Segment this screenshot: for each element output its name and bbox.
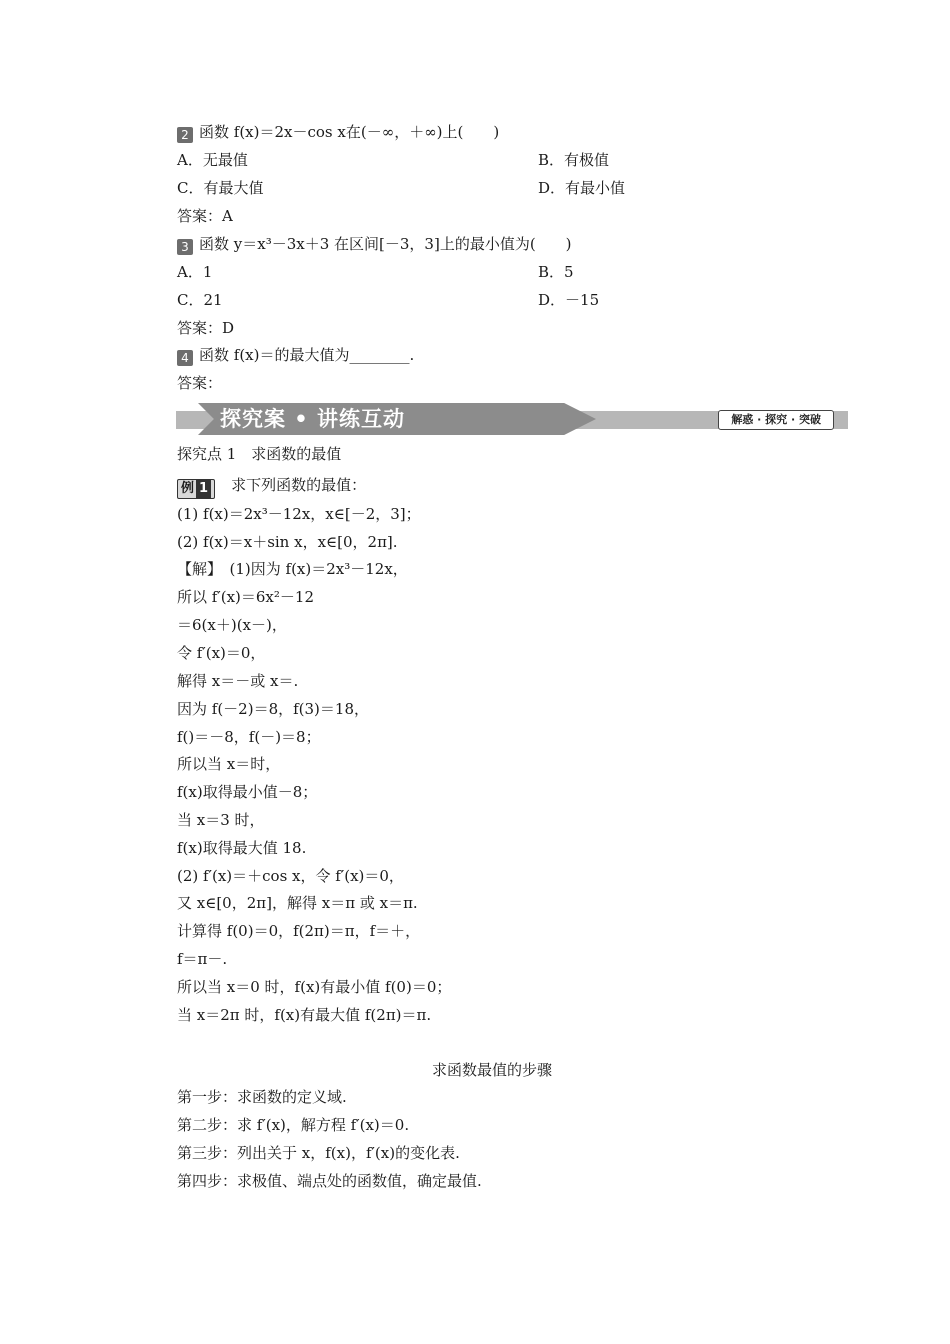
- example-prompt: 求下列函数的最值：: [231, 476, 367, 494]
- option-c: C．有最大值: [177, 179, 264, 197]
- question-number-badge: 3: [177, 239, 193, 255]
- example-badge: [177, 479, 215, 499]
- question-4-stem: [177, 345, 414, 366]
- solution-line: 计算得 f(0)＝0，f(2π)＝π，f＝＋，: [177, 922, 421, 940]
- solution-line: f(x)取得最大值 18.: [177, 839, 307, 857]
- solution-line: f(x)取得最小值－8；: [177, 783, 318, 801]
- solution-line: 令 f′(x)＝0，: [177, 644, 266, 662]
- example-label: 例: [181, 481, 195, 496]
- banner-title: 探究案 • 讲练互动: [220, 407, 406, 431]
- summary-step: 第四步：求极值、端点处的函数值，确定最值.: [177, 1172, 482, 1190]
- solution-line: 所以当 x＝0 时，f(x)有最小值 f(0)＝0；: [177, 978, 452, 996]
- summary-step: 第一步：求函数的定义域.: [177, 1088, 347, 1106]
- option-b: B．5: [538, 263, 574, 281]
- question-2-answer: 答案：A: [177, 207, 233, 225]
- question-4-answer: 答案：: [177, 374, 223, 392]
- question-2-stem: [177, 122, 499, 143]
- solution-line: 又 x∈[0，2π]，解得 x＝π 或 x＝π.: [177, 894, 418, 912]
- question-number-badge: 4: [177, 350, 193, 366]
- solution-line: (2) f(x)＝x＋sin x，x∈[0，2π].: [177, 533, 398, 551]
- solution-line: 【解】 (1)因为 f(x)＝2x³－12x，: [177, 560, 408, 578]
- solution-line: ＝6(x＋)(x－)，: [177, 616, 287, 634]
- solution-line: (2) f′(x)＝＋cos x，令 f′(x)＝0，: [177, 867, 404, 885]
- solution-line: 所以 f′(x)＝6x²－12: [177, 588, 314, 606]
- section-heading: 探究点 1 求函数的最值: [177, 445, 342, 463]
- option-a: A．1: [177, 263, 213, 281]
- question-text: 函数 f(x)＝的最大值为________.: [199, 346, 415, 364]
- question-number-badge: 2: [177, 127, 193, 143]
- solution-line: 当 x＝3 时，: [177, 811, 265, 829]
- option-c: C．21: [177, 291, 223, 309]
- question-3-answer: 答案：D: [177, 319, 235, 337]
- question-3-stem: [177, 234, 572, 255]
- option-a: A．无最值: [177, 151, 248, 169]
- question-text: 函数 y＝x³－3x＋3 在区间[－3，3]上的最小值为( ): [199, 235, 572, 253]
- solution-line: f＝π－.: [177, 950, 228, 968]
- solution-line: 解得 x＝－或 x＝.: [177, 672, 299, 690]
- summary-step: 第二步：求 f′(x)，解方程 f′(x)＝0.: [177, 1116, 410, 1134]
- question-text: 函数 f(x)＝2x－cos x在(－∞，＋∞)上( ): [199, 123, 500, 141]
- solution-line: f()＝－8，f(－)＝8；: [177, 728, 321, 746]
- summary-step: 第三步：列出关于 x，f(x)，f′(x)的变化表.: [177, 1144, 460, 1162]
- summary-title: 求函数最值的步骤: [431, 1061, 552, 1079]
- solution-line: 所以当 x＝时，: [177, 755, 281, 773]
- solution-line: (1) f(x)＝2x³－12x，x∈[－2，3]；: [177, 505, 421, 523]
- solution-line: 当 x＝2π 时，f(x)有最大值 f(2π)＝π.: [177, 1006, 432, 1024]
- section-banner: [176, 403, 848, 435]
- option-b: B．有极值: [538, 151, 610, 169]
- example-number: 1: [196, 480, 211, 498]
- banner-tag: 解惑 · 探究 · 突破: [718, 410, 834, 430]
- example-prompt-line: [177, 475, 366, 499]
- option-d: D．有最小值: [538, 179, 626, 197]
- option-d: D．－15: [538, 291, 600, 309]
- solution-line: 因为 f(－2)＝8，f(3)＝18，: [177, 700, 369, 718]
